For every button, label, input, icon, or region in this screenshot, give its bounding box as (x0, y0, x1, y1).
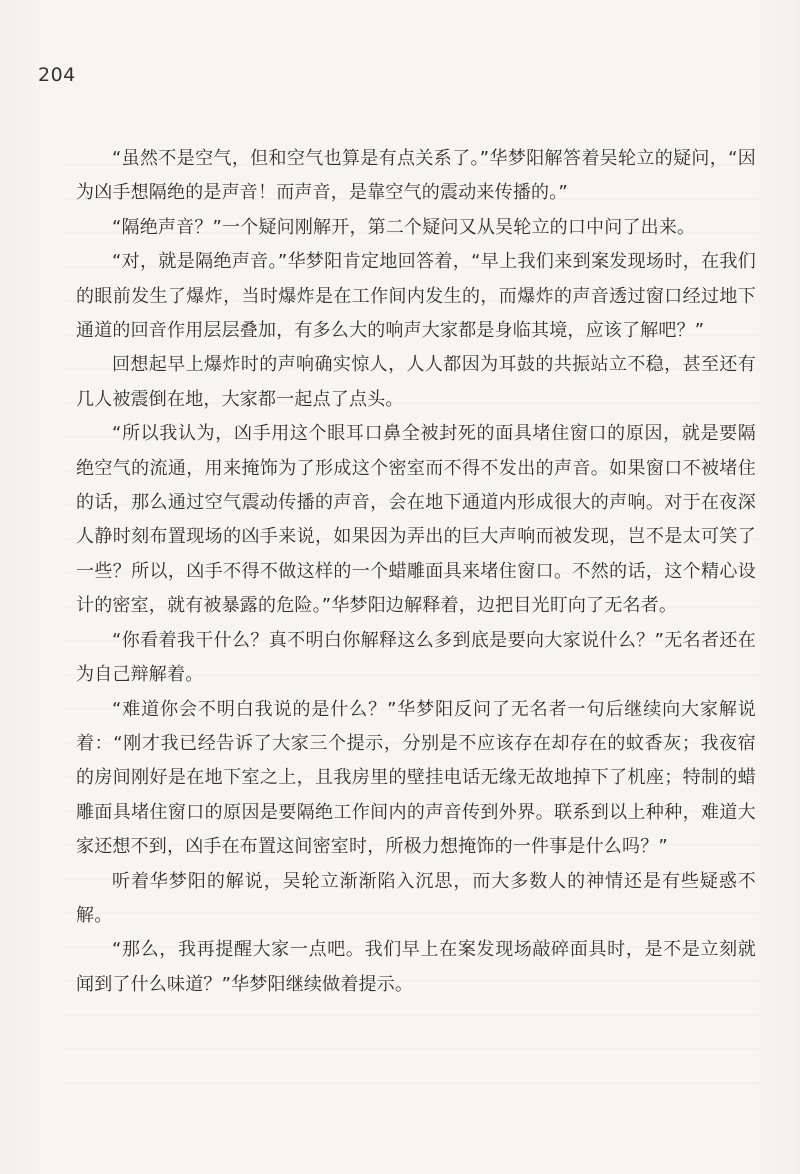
body-text (76, 142, 756, 1002)
paragraph-4: 回想起早上爆炸时的声响确实惊人，人人都因为耳鼓的共振站立不稳，甚至还有几人被震倒在地，大家都一起点了点头。 (76, 354, 756, 410)
paragraph-3: “对，就是隔绝声音。”华梦阳肯定地回答着，“早上我们来到案发现场时，在我们的眼前发生了爆炸，当时爆炸是在工作间内发生的，而爆炸的声音透过窗口经过地下通道的回音作用层层叠加，有多么大的响声大家都是身临其境，应该了解吧？” (76, 251, 756, 342)
paragraph-1: “虽然不是空气，但和空气也算是有点关系了。”华梦阳解答着吴轮立的疑问，“因为凶手想隔绝的是声音！而声音，是靠空气的震动来传播的。” (76, 148, 756, 204)
paragraph-8: 听着华梦阳的解说，吴轮立渐渐陷入沉思，而大多数人的神情还是有些疑惑不解。 (76, 870, 756, 926)
paragraph-7: “难道你会不明白我说的是什么？”华梦阳反问了无名者一句后继续向大家解说着：“刚才我已经告诉了大家三个提示，分别是不应该存在却存在的蚊香灰；我夜宿的房间刚好是在地下室之上，且我房里的壁挂电话无缘无故地掉下了机座；特制的蜡雕面具堵住窗口的原因是要隔绝工作间内的声音传到外界。联系到以上种种，难道大家还想不到，凶手在布置这间密室时，所极力想掩饰的一件事是什么吗？” (76, 698, 756, 858)
paragraph-9: “那么，我再提醒大家一点吧。我们早上在案发现场敲碎面具时，是不是立刻就闻到了什么味道？”华梦阳继续做着提示。 (76, 939, 756, 995)
page-number: 204 (38, 64, 76, 86)
paragraph-5: “所以我认为，凶手用这个眼耳口鼻全被封死的面具堵住窗口的原因，就是要隔绝空气的流通，用来掩饰为了形成这个密室而不得不发出的声音。如果窗口不被堵住的话，那么通过空气震动传播的声音，会在地下通道内形成很大的声响。对于在夜深人静时刻布置现场的凶手来说，如果因为弄出的巨大声响而被发现，岂不是太可笑了一些？所以，凶手不得不做这样的一个蜡雕面具来堵住窗口。不然的话，这个精心设计的密室，就有被暴露的危险。”华梦阳边解释着，边把目光盯向了无名者。 (76, 423, 756, 617)
paragraph-6: “你看着我干什么？真不明白你解释这么多到底是要向大家说什么？”无名者还在为自己辩解着。 (76, 629, 756, 686)
paragraph-2: “隔绝声音？”一个疑问刚解开，第二个疑问又从吴轮立的口中问了出来。 (112, 216, 696, 238)
